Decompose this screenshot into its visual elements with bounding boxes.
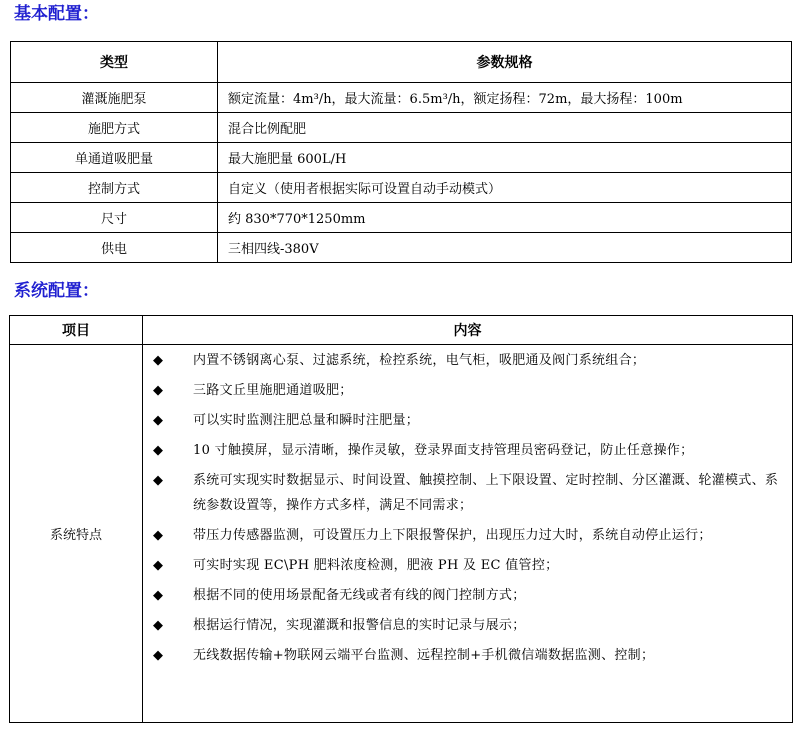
list-item: [153, 643, 782, 668]
feature-list: [153, 348, 782, 668]
system-config-header-row: [10, 316, 793, 345]
feature-text: 系统可实现实时数据显示、时间设置、触摸控制、上下限设置、定时控制、分区灌溉、轮灌模式、系统参数设置等，操作方式多样，满足不同需求；: [193, 473, 779, 513]
system-config-title: 系统配置：: [14, 281, 99, 301]
table-row: [11, 83, 792, 113]
feature-text: 10 寸触摸屏，显示清晰，操作灵敏，登录界面支持管理员密码登记，防止任意操作；: [193, 443, 694, 458]
diamond-bullet-icon: ◆: [153, 648, 164, 663]
list-item: [153, 583, 782, 608]
diamond-bullet-icon: ◆: [153, 413, 164, 428]
system-config-table: [9, 315, 793, 723]
spec-column-header: 参数规格: [218, 42, 792, 83]
diamond-bullet-icon: ◆: [153, 588, 164, 603]
type-cell: 供电: [11, 233, 218, 263]
diamond-bullet-icon: ◆: [153, 353, 164, 368]
diamond-bullet-icon: ◆: [153, 443, 164, 458]
list-item: [153, 613, 782, 638]
type-cell: 灌溉施肥泵: [11, 83, 218, 113]
diamond-bullet-icon: ◆: [153, 383, 164, 398]
list-item: [153, 408, 782, 433]
table-row: [11, 203, 792, 233]
diamond-bullet-icon: ◆: [153, 473, 164, 488]
feature-text: 内置不锈钢离心泵、过滤系统，检控系统，电气柜，吸肥通及阀门系统组合；: [193, 353, 646, 368]
list-item: [153, 438, 782, 463]
list-item: [153, 348, 782, 373]
diamond-bullet-icon: ◆: [153, 558, 164, 573]
diamond-bullet-icon: ◆: [153, 618, 164, 633]
spec-cell: 约 830*770*1250mm: [218, 203, 792, 233]
spec-cell: 自定义（使用者根据实际可设置自动手动模式）: [218, 173, 792, 203]
spec-cell: 额定流量：4m³/h，最大流量：6.5m³/h，额定扬程：72m，最大扬程：100m: [218, 83, 792, 113]
content-cell: [143, 345, 793, 723]
spec-cell: 三相四线-380V: [218, 233, 792, 263]
table-row: [11, 233, 792, 263]
type-cell: 施肥方式: [11, 113, 218, 143]
table-row: [10, 345, 793, 723]
spec-cell: 混合比例配肥: [218, 113, 792, 143]
content-column-header: 内容: [143, 316, 793, 345]
feature-text: 根据运行情况，实现灌溉和报警信息的实时记录与展示；: [193, 618, 526, 633]
type-cell: 尺寸: [11, 203, 218, 233]
table-row: [11, 173, 792, 203]
item-column-header: 项目: [10, 316, 143, 345]
basic-config-table: [10, 41, 792, 263]
list-item: [153, 378, 782, 403]
table-row: [11, 113, 792, 143]
list-item: [153, 523, 782, 548]
basic-config-title: 基本配置：: [14, 4, 99, 24]
type-cell: 单通道吸肥量: [11, 143, 218, 173]
feature-text: 可实时实现 EC\PH 肥料浓度检测，肥液 PH 及 EC 值管控；: [193, 558, 559, 573]
item-cell: 系统特点: [10, 345, 143, 723]
type-column-header: 类型: [11, 42, 218, 83]
feature-text: 根据不同的使用场景配备无线或者有线的阀门控制方式；: [193, 588, 526, 603]
basic-config-header-row: [11, 42, 792, 83]
type-cell: 控制方式: [11, 173, 218, 203]
diamond-bullet-icon: ◆: [153, 528, 164, 543]
table-row: [11, 143, 792, 173]
list-item: [153, 553, 782, 578]
list-item: [153, 468, 782, 518]
feature-text: 三路文丘里施肥通道吸肥；: [193, 383, 353, 398]
spec-cell: 最大施肥量 600L/H: [218, 143, 792, 173]
feature-text: 无线数据传输+物联网云端平台监测、远程控制+手机微信端数据监测、控制；: [193, 648, 655, 663]
feature-text: 带压力传感器监测，可设置压力上下限报警保护，出现压力过大时，系统自动停止运行；: [193, 528, 712, 543]
feature-text: 可以实时监测注肥总量和瞬时注肥量；: [193, 413, 420, 428]
